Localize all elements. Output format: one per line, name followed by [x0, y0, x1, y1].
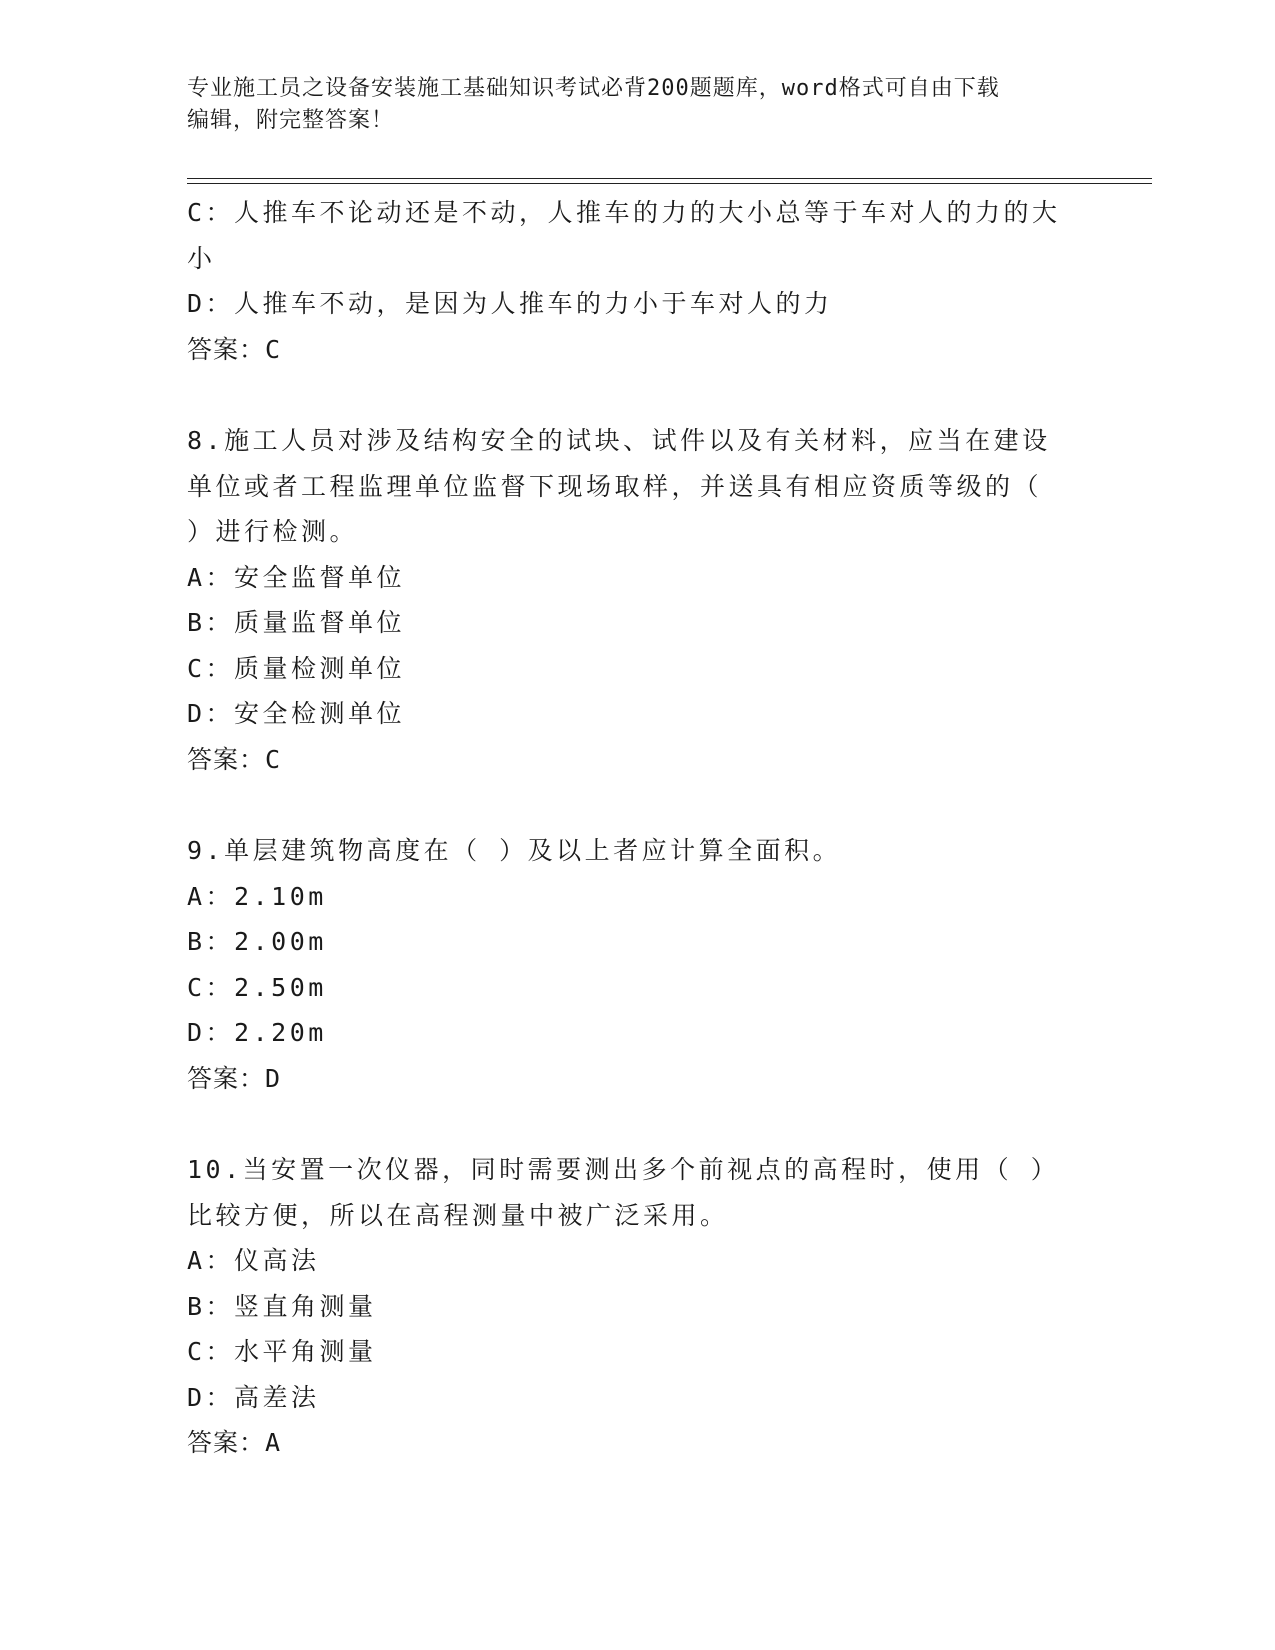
option-c: C：质量检测单位 — [187, 653, 406, 683]
question-stem: 9.单层建筑物高度在（ ）及以上者应计算全面积。 — [187, 836, 842, 865]
answer-label: 答案：A — [187, 1428, 282, 1457]
question-stem: 比较方便，所以在高程测量中被广泛采用。 — [187, 1200, 729, 1230]
option-c: C：2.50m — [187, 972, 327, 1002]
spacer — [187, 372, 1087, 418]
spacer — [187, 1101, 1087, 1147]
answer-label: 答案：D — [187, 1063, 282, 1093]
question-stem: 10.当安置一次仪器，同时需要测出多个前视点的高程时，使用（ ） — [187, 1155, 1060, 1184]
answer-label: 答案：C — [187, 744, 282, 774]
question-7-continued — [187, 190, 1087, 372]
option-d: D：2.20m — [187, 1018, 327, 1047]
question-stem: ）进行检测。 — [187, 517, 359, 546]
option-a: A：仪高法 — [187, 1246, 320, 1275]
option-b: B：2.00m — [187, 927, 327, 956]
option-c: C：水平角测量 — [187, 1337, 377, 1366]
document-header — [187, 73, 1087, 137]
header-divider-bottom — [187, 183, 1152, 184]
answer-label: 答案：C — [187, 334, 282, 364]
option-a: A：2.10m — [187, 881, 327, 911]
option-d: D：人推车不动，是因为人推车的力小于车对人的力 — [187, 289, 833, 318]
spacer — [187, 782, 1087, 828]
option-d: D：高差法 — [187, 1382, 320, 1412]
question-9 — [187, 828, 1087, 1101]
question-stem: 8.施工人员对涉及结构安全的试块、试件以及有关材料，应当在建设 — [187, 426, 1051, 455]
option-c: C：人推车不论动还是不动，人推车的力的大小总等于车对人的力的大 — [187, 198, 1061, 227]
question-stem: 单位或者工程监理单位监督下现场取样，并送具有相应资质等级的（ — [187, 471, 1043, 501]
option-d: D：安全检测单位 — [187, 699, 406, 728]
option-b: B：竖直角测量 — [187, 1291, 377, 1321]
question-10 — [187, 1147, 1087, 1466]
question-8 — [187, 418, 1087, 782]
option-a: A：安全监督单位 — [187, 562, 406, 592]
header-line-1: 专业施工员之设备安装施工基础知识考试必背200题题库，word格式可自由下载 — [187, 76, 1000, 101]
header-line-2: 编辑，附完整答案！ — [187, 108, 395, 133]
option-b: B：质量监督单位 — [187, 608, 406, 637]
option-c-wrap: 小 — [187, 243, 216, 273]
header-divider-top — [187, 178, 1152, 179]
document-body — [187, 190, 1087, 1466]
